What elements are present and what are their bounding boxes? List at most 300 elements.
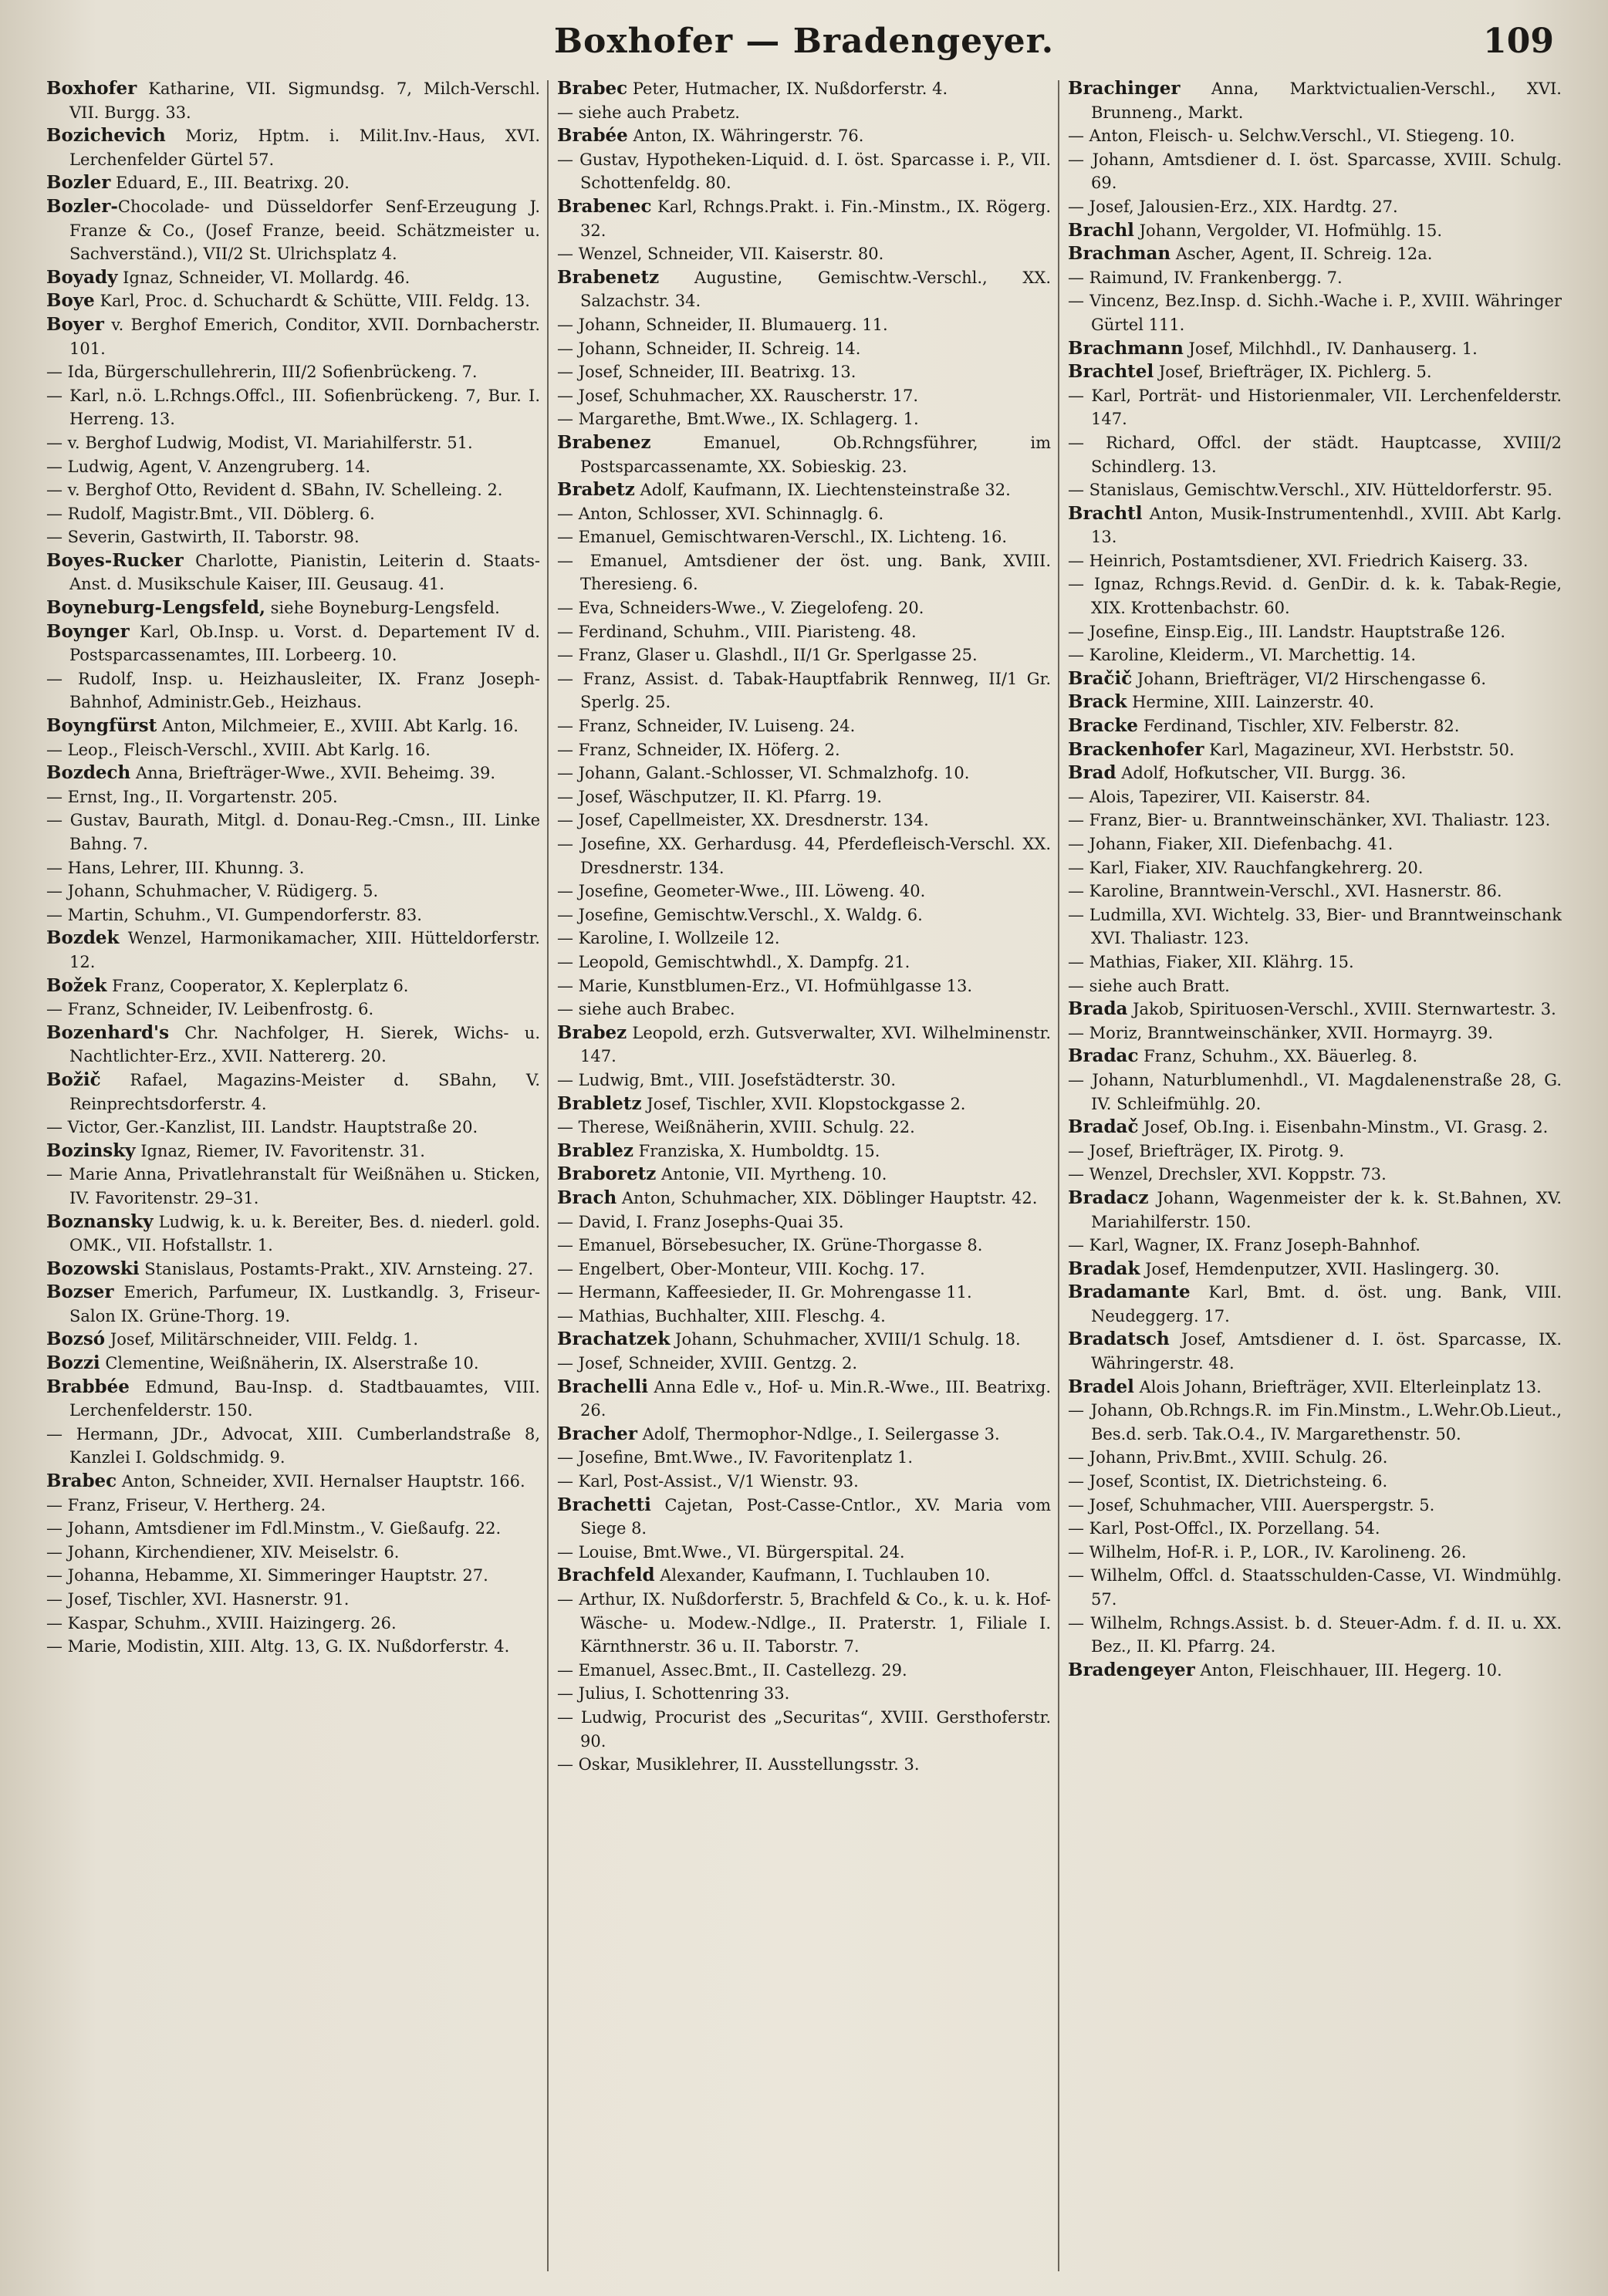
column-divider (547, 80, 549, 2271)
entry-surname: Bozichevich (46, 125, 166, 147)
entry-surname: Boznansky (46, 1210, 154, 1232)
directory-entry (557, 195, 1051, 242)
directory-entry (46, 1494, 540, 1518)
directory-entry (46, 1163, 540, 1210)
entry-details: — Wenzel, Drechsler, XVI. Koppstr. 73. (1068, 1165, 1387, 1184)
directory-entry (1068, 998, 1562, 1021)
entry-details: Stanislaus, Postamts-Prakt., XIV. Arnsteing. 27. (139, 1259, 534, 1278)
entry-details: Anton, Schneider, XVII. Hernalser Hauptstr. 166. (117, 1472, 525, 1491)
entry-details: Josef, Ob.Ing. i. Eisenbahn-Minstm., VI. Grasg. 2. (1138, 1118, 1549, 1137)
entry-details: — Julius, I. Schottenring 33. (557, 1684, 790, 1703)
entry-details: — Heinrich, Postamtsdiener, XVI. Friedrich Kaiserg. 33. (1068, 551, 1529, 570)
directory-entry (46, 738, 540, 762)
directory-entry (1068, 950, 1562, 974)
entry-details: — v. Berghof Ludwig, Modist, VI. Mariahilferstr. 51. (46, 433, 473, 452)
entry-details: — Josef, Scontist, IX. Dietrichsteing. 6. (1068, 1472, 1388, 1491)
entry-details: Anton, Milchmeier, E., XVIII. Abt Karlg. 16. (157, 717, 519, 736)
entry-details: — David, I. Franz Josephs-Quai 35. (557, 1212, 844, 1231)
entry-surname: Brabbée (46, 1376, 130, 1397)
entry-details: — Anton, Fleisch- u. Selchw.Verschl., VI. Stiegeng. 10. (1068, 127, 1515, 146)
entry-details: — Ernst, Ing., II. Vorgartenstr. 205. (46, 787, 338, 806)
entry-details: Emerich, Parfumeur, IX. Lustkandlg. 3, Friseur-Salon IX. Grüne-Thorg. 19. (69, 1283, 540, 1325)
entry-details: Alexander, Kaufmann, I. Tuchlauben 10. (654, 1566, 991, 1585)
entry-details: — Marie, Kunstblumen-Erz., VI. Hofmühlgasse 13. (557, 976, 973, 995)
directory-entry (1068, 1187, 1562, 1234)
directory-entry (46, 620, 540, 667)
directory-entry (1068, 1494, 1562, 1518)
directory-entry (557, 124, 1051, 148)
directory-entry (46, 1541, 540, 1565)
entry-surname: Boye (46, 290, 95, 312)
directory-entry (46, 124, 540, 171)
directory-entry (46, 714, 540, 738)
entry-surname: Brabez (557, 1021, 627, 1043)
directory-entry (1068, 549, 1562, 573)
directory-entry (557, 667, 1051, 714)
directory-entry (557, 148, 1051, 195)
directory-entry (46, 1612, 540, 1636)
entry-details: Ignaz, Schneider, VI. Mollardg. 46. (117, 268, 410, 287)
entry-surname: Brabenez (557, 431, 651, 453)
directory-entry (46, 77, 540, 124)
directory-entry (46, 998, 540, 1021)
entry-details: Karl, Rchngs.Prakt. i. Fin.-Minstm., IX. Rögerg. 32. (580, 197, 1051, 240)
entry-surname: Brabenetz (557, 266, 660, 288)
directory-entry (557, 1258, 1051, 1281)
column-divider (1058, 80, 1059, 2271)
entry-details: — Johann, Ob.Rchngs.R. im Fin.Minstm., L.Wehr.Ob.Lieut., Bes.d. serb. Tak.O.4., IV. Margarethenstr. 50. (1068, 1401, 1562, 1443)
directory-entry (557, 1328, 1051, 1352)
entry-details: Augustine, Gemischtw.-Verschl., XX. Salzachstr. 34. (580, 268, 1051, 311)
entry-details: — Karl, n.ö. L.Rchngs.Offcl., III. Sofienbrückeng. 7, Bur. I. Herreng. 13. (46, 386, 540, 429)
entry-details: — Karoline, I. Wollzeile 12. (557, 929, 780, 948)
entry-details: — Oskar, Musiklehrer, II. Ausstellungsstr. 3. (557, 1755, 920, 1774)
entry-details: Ignaz, Riemer, IV. Favoritenstr. 31. (135, 1141, 425, 1160)
column-1 (46, 77, 540, 2276)
entry-details: Franz, Schuhm., XX. Bäuerleg. 8. (1138, 1047, 1418, 1066)
entry-details: — Eva, Schneiders-Wwe., V. Ziegelofeng. 20. (557, 599, 924, 618)
directory-entry (557, 1494, 1051, 1541)
directory-entry (557, 1210, 1051, 1234)
entry-surname: Bozdek (46, 927, 120, 949)
entry-details: — Josef, Schneider, III. Beatrixg. 13. (557, 363, 856, 382)
directory-entry (557, 1116, 1051, 1140)
directory-entry (46, 1021, 540, 1069)
entry-surname: Bozowski (46, 1258, 140, 1279)
entry-surname: Boyer (46, 313, 104, 335)
entry-surname: Bradacz (1068, 1187, 1149, 1208)
entry-details: — Ludwig, Agent, V. Anzengruberg. 14. (46, 457, 371, 476)
entry-details: — Gustav, Baurath, Mitgl. d. Donau-Reg.-Cmsn., III. Linke Bahng. 7. (46, 811, 540, 853)
directory-entry (46, 927, 540, 974)
directory-entry (46, 1635, 540, 1659)
entry-details: — Johann, Schneider, II. Blumauerg. 11. (557, 315, 888, 334)
entry-details: Charlotte, Pianistin, Leiterin d. Staats-Anst. d. Musikschule Kaiser, III. Geusaug. 41. (69, 551, 540, 594)
directory-entry (557, 903, 1051, 927)
directory-entry (46, 903, 540, 927)
entry-details: — Engelbert, Ober-Monteur, VIII. Kochg. 17. (557, 1259, 925, 1278)
entry-details: — Karl, Wagner, IX. Franz Joseph-Bahnhof. (1068, 1236, 1421, 1255)
entry-details: Josef, Tischler, XVII. Klopstockgasse 2. (641, 1094, 966, 1113)
directory-entry (557, 927, 1051, 950)
entry-details: — Josef, Briefträger, IX. Pirotg. 9. (1068, 1141, 1345, 1160)
directory-entry (557, 1021, 1051, 1069)
entry-surname: Bradengeyer (1068, 1659, 1195, 1680)
entry-details: — Josefine, Einsp.Eig., III. Landstr. Hauptstraße 126. (1068, 622, 1506, 641)
directory-entry (1068, 431, 1562, 478)
entry-details: Anton, Fleischhauer, III. Hegerg. 10. (1194, 1660, 1502, 1680)
directory-entry (46, 1210, 540, 1258)
entry-surname: Brach (557, 1187, 617, 1208)
directory-entry (1068, 785, 1562, 809)
directory-entry (1068, 266, 1562, 290)
entry-details: — Wenzel, Schneider, VII. Kaiserstr. 80. (557, 245, 884, 264)
entry-surname: Brablez (557, 1140, 633, 1161)
directory-entry (557, 880, 1051, 903)
entry-surname: Bozsó (46, 1329, 106, 1350)
directory-entry (1068, 502, 1562, 549)
entry-details: — Johann, Schuhmacher, V. Rüdigerg. 5. (46, 882, 379, 901)
entry-details: Ascher, Agent, II. Schreig. 12a. (1171, 245, 1433, 264)
directory-entry (1068, 1446, 1562, 1470)
entry-details: — Josefine, XX. Gerhardusg. 44, Pferdefleisch-Verschl. XX. Dresdnerstr. 134. (557, 835, 1051, 877)
directory-entry (557, 998, 1051, 1021)
directory-entry (1068, 289, 1562, 336)
directory-entry (1068, 1612, 1562, 1659)
page-header (46, 12, 1562, 66)
directory-entry (557, 1423, 1051, 1447)
entry-surname: Bracke (1068, 715, 1139, 737)
directory-entry (557, 1305, 1051, 1329)
directory-entry (1068, 124, 1562, 148)
entry-details: Johann, Briefträger, VI/2 Hirschengasse 6. (1132, 669, 1487, 688)
directory-entry (46, 1470, 540, 1494)
entry-details: — Franz, Schneider, IX. Höferg. 2. (557, 740, 840, 759)
entry-details: Josef, Briefträger, IX. Pichlerg. 5. (1154, 363, 1432, 382)
entry-surname: Brachman (1068, 243, 1171, 265)
entry-surname: Bozdech (46, 762, 131, 784)
entry-surname: Brachatzek (557, 1329, 671, 1350)
entry-details: Chocolade- und Düsseldorfer Senf-Erzeugung J. Franze & Co., (Josef Franze, beeid. Schätzmeister u. Sachverständ.), VII/2 St. Ulrichsplatz 4. (69, 197, 540, 264)
entry-details: Anna, Marktvictualien-Verschl., XVI. Brunneng., Markt. (1091, 79, 1562, 122)
entry-details: — Johann, Priv.Bmt., XVIII. Schulg. 26. (1068, 1448, 1388, 1467)
entry-details: — Hans, Lehrer, III. Khunng. 3. (46, 858, 305, 877)
entry-details: — Franz, Bier- u. Branntweinschänker, XVI. Thaliastr. 123. (1068, 811, 1551, 830)
entry-surname: Bradač (1068, 1116, 1139, 1138)
directory-entry (1068, 572, 1562, 620)
entry-surname: Brackenhofer (1068, 738, 1204, 760)
entry-details: Karl, Bmt. d. öst. ung. Bank, VIII. Neudeggerg. 17. (1091, 1283, 1562, 1325)
directory-entry (1068, 809, 1562, 832)
entry-details: — Louise, Bmt.Wwe., VI. Bürgerspital. 24. (557, 1542, 905, 1562)
entry-surname: Bradamante (1068, 1281, 1191, 1303)
directory-entry (1068, 1163, 1562, 1187)
directory-entry (557, 1376, 1051, 1423)
entry-details: Moriz, Hptm. i. Milit.Inv.-Haus, XVI. Lerchenfelder Gürtel 57. (69, 127, 540, 169)
entry-surname: Bozler- (46, 195, 118, 217)
directory-entry (46, 785, 540, 809)
entry-details: — Emanuel, Börsebesucher, IX. Grüne-Thorgasse 8. (557, 1236, 983, 1255)
directory-entry (46, 1352, 540, 1376)
entry-details: — Karl, Post-Offcl., IX. Porzellang. 54. (1068, 1519, 1380, 1538)
directory-entry (46, 1328, 540, 1352)
entry-surname: Brabec (46, 1470, 117, 1492)
entry-surname: Bracher (557, 1423, 637, 1444)
entry-details: Hermine, XIII. Lainzerstr. 40. (1127, 693, 1374, 712)
entry-details: Katharine, VII. Sigmundsg. 7, Milch-Verschl. VII. Burgg. 33. (69, 79, 540, 122)
directory-entry (1068, 384, 1562, 431)
entry-details: Anton, Schuhmacher, XIX. Döblinger Hauptstr. 42. (617, 1188, 1038, 1207)
directory-entry (46, 313, 540, 360)
entry-details: — Josef, Schneider, XVIII. Gentzg. 2. (557, 1354, 858, 1373)
entry-details: Alois Johann, Briefträger, XVII. Elterleinplatz 13. (1133, 1377, 1542, 1396)
entry-surname: Boyneburg-Lengsfeld, (46, 597, 265, 619)
entry-surname: Bradac (1068, 1045, 1139, 1067)
entry-details: — Franz, Schneider, IV. Leibenfrostg. 6. (46, 1000, 374, 1019)
directory-entry (46, 478, 540, 502)
directory-entry (1068, 77, 1562, 124)
entry-details: — Ludmilla, XVI. Wichtelg. 33, Bier- und Branntweinschank XVI. Thaliastr. 123. (1068, 905, 1562, 948)
entry-details: — Alois, Tapezirer, VII. Kaiserstr. 84. (1068, 787, 1371, 806)
entry-surname: Bozenhard's (46, 1021, 170, 1043)
entry-surname: Bozinsky (46, 1140, 136, 1161)
directory-entry (1068, 242, 1562, 266)
directory-entry (1068, 1234, 1562, 1258)
entry-details: — Johanna, Hebamme, XI. Simmeringer Hauptstr. 27. (46, 1566, 488, 1585)
directory-entry (46, 266, 540, 290)
directory-entry (557, 1470, 1051, 1494)
entry-surname: Brachtel (1068, 361, 1154, 383)
directory-entry (46, 1517, 540, 1541)
entry-details: Josef, Milchhdl., IV. Danhauserg. 1. (1183, 339, 1478, 358)
entry-details: Karl, Proc. d. Schuchardt & Schütte, VIII. Feldg. 13. (94, 292, 530, 311)
entry-details: — Johann, Schneider, II. Schreig. 14. (557, 339, 861, 358)
directory-entry (46, 1258, 540, 1281)
entry-details: — Karl, Fiaker, XIV. Rauchfangkehrerg. 20. (1068, 858, 1424, 877)
entry-surname: Boyes-Rucker (46, 549, 184, 571)
entry-surname: Bozler (46, 172, 111, 194)
entry-details: — Hermann, Kaffeesieder, II. Gr. Mohrengasse 11. (557, 1283, 972, 1302)
directory-entry (1068, 620, 1562, 644)
directory-entry (557, 1682, 1051, 1706)
entry-details: — Marie, Modistin, XIII. Altg. 13, G. IX. Nußdorferstr. 4. (46, 1637, 510, 1656)
entry-details: Johann, Vergolder, VI. Hofmühlg. 15. (1133, 221, 1442, 240)
entry-surname: Brabée (557, 125, 628, 147)
entry-surname: Boyady (46, 266, 118, 288)
directory-entry (1068, 880, 1562, 903)
entry-details: — Vincenz, Bez.Insp. d. Sichh.-Wache i. P., XVIII. Währinger Gürtel 111. (1068, 292, 1562, 334)
entry-details: — Mathias, Buchhalter, XIII. Fleschg. 4. (557, 1306, 886, 1325)
column-2 (557, 77, 1051, 2276)
directory-entry (46, 596, 540, 620)
directory-entry (557, 407, 1051, 431)
entry-surname: Brachetti (557, 1494, 651, 1515)
entry-details: Antonie, VII. Myrtheng. 10. (656, 1165, 887, 1184)
entry-details: Cajetan, Post-Casse-Cntlor., XV. Maria vom Siege 8. (580, 1495, 1051, 1538)
directory-entry (1068, 761, 1562, 785)
entry-details: — Leopold, Gemischtwhdl., X. Dampfg. 21. (557, 952, 910, 971)
directory-entry (557, 1564, 1051, 1588)
entry-details: — Emanuel, Gemischtwaren-Verschl., IX. Lichteng. 16. (557, 528, 1008, 547)
entry-surname: Brad (1068, 762, 1116, 784)
directory-entry (1068, 195, 1562, 219)
directory-entry (557, 832, 1051, 880)
directory-entry (1068, 219, 1562, 243)
entry-details: — Victor, Ger.-Kanzlist, III. Landstr. Hauptstraße 20. (46, 1118, 478, 1137)
entry-details: — Karl, Porträt- und Historienmaler, VII. Lerchenfelderstr. 147. (1068, 386, 1562, 429)
entry-details: — Wilhelm, Offcl. d. Staatsschulden-Casse, VI. Windmühlg. 57. (1068, 1566, 1562, 1609)
entry-details: — Emanuel, Amtsdiener der öst. ung. Bank, XVIII. Theresieng. 6. (557, 551, 1051, 594)
directory-entry (1068, 690, 1562, 714)
directory-entry (46, 1116, 540, 1140)
entry-surname: Bozser (46, 1281, 114, 1303)
directory-entry (557, 313, 1051, 337)
entry-details: — Hermann, JDr., Advocat, XIII. Cumberlandstraße 8, Kanzlei I. Goldschmidg. 9. (46, 1424, 540, 1467)
directory-entry (46, 525, 540, 549)
directory-entry (1068, 832, 1562, 856)
directory-entry (1068, 1564, 1562, 1611)
entry-surname: Brack (1068, 691, 1127, 713)
directory-entry (557, 950, 1051, 974)
entry-details: Wenzel, Harmonikamacher, XIII. Hütteldorferstr. 12. (69, 929, 540, 971)
directory-entry (1068, 1541, 1562, 1565)
entry-details: — Josef, Capellmeister, XX. Dresdnerstr. 134. (557, 811, 929, 830)
directory-entry (557, 101, 1051, 125)
directory-entry (46, 195, 540, 266)
entry-details: — Severin, Gastwirth, II. Taborstr. 98. (46, 528, 360, 547)
directory-entry (557, 77, 1051, 101)
entry-details: — Josef, Schuhmacher, XX. Rauscherstr. 17. (557, 386, 919, 405)
directory-entry (1068, 1045, 1562, 1069)
entry-details: — Josef, Tischler, XVI. Hasnerstr. 91. (46, 1590, 350, 1609)
directory-entry (1068, 1140, 1562, 1163)
entry-surname: Boynger (46, 620, 130, 642)
directory-entry (1068, 738, 1562, 762)
directory-entry (46, 1588, 540, 1612)
directory-entry (46, 1281, 540, 1328)
entry-details: Emanuel, Ob.Rchngsführer, im Postsparcassenamte, XX. Sobieskig. 23. (580, 433, 1051, 476)
directory-entry (1068, 714, 1562, 738)
entry-details: — siehe auch Prabetz. (557, 103, 740, 122)
entry-details: — Ludwig, Procurist des „Securitas“, XVIII. Gersthoferstr. 90. (557, 1707, 1051, 1751)
entry-details: Edmund, Bau-Insp. d. Stadtbauamtes, VIII. Lerchenfelderstr. 150. (69, 1377, 540, 1420)
entry-surname: Brabletz (557, 1092, 642, 1114)
directory-entry (1068, 643, 1562, 667)
entry-details: — Rudolf, Magistr.Bmt., VII. Döblerg. 6. (46, 504, 375, 523)
entry-details: — Karoline, Kleiderm., VI. Marchettig. 14. (1068, 646, 1417, 665)
directory-entry (557, 1753, 1051, 1777)
directory-entry (46, 431, 540, 455)
entry-details: Karl, Magazineur, XVI. Herbststr. 50. (1204, 740, 1515, 759)
directory-entry (557, 1092, 1051, 1116)
directory-entry (557, 502, 1051, 526)
entry-details: Rafael, Magazins-Meister d. SBahn, V. Reinprechtsdorferstr. 4. (69, 1070, 540, 1113)
entry-details: — Mathias, Fiaker, XII. Klährg. 15. (1068, 952, 1354, 971)
entry-details: Josef, Hemdenputzer, XVII. Haslingerg. 30. (1140, 1259, 1500, 1278)
entry-surname: Brachfeld (557, 1565, 655, 1586)
entry-surname: Bozzi (46, 1352, 100, 1374)
directory-entry (1068, 1517, 1562, 1541)
directory-entry (1068, 1376, 1562, 1400)
entry-details: v. Berghof Emerich, Conditor, XVII. Dornbacherstr. 101. (69, 315, 540, 358)
entry-details: Johann, Schuhmacher, XVIII/1 Schulg. 18. (670, 1330, 1021, 1349)
entry-details: Peter, Hutmacher, IX. Nußdorferstr. 4. (627, 79, 948, 98)
entry-details: — Josefine, Gemischtw.Verschl., X. Waldg. 6. (557, 905, 923, 924)
entry-details: — Therese, Weißnäherin, XVIII. Schulg. 22. (557, 1118, 915, 1137)
directory-entry (557, 478, 1051, 502)
entry-details: — Gustav, Hypotheken-Liquid. d. I. öst. Sparcasse i. P., VII. Schottenfeldg. 80. (557, 150, 1051, 193)
directory-entry (46, 289, 540, 313)
entry-details: Adolf, Kaufmann, IX. Liechtensteinstraße 32. (634, 481, 1011, 500)
entry-surname: Brabenec (557, 195, 652, 217)
directory-entry (557, 337, 1051, 361)
entry-surname: Brachl (1068, 219, 1134, 241)
directory-entry (46, 1423, 540, 1470)
entry-details: — Josefine, Geometer-Wwe., III. Löweng. 40. (557, 882, 926, 901)
directory-entry (557, 1281, 1051, 1305)
entry-details: Adolf, Thermophor-Ndlge., I. Seilergasse 3. (637, 1424, 1000, 1443)
entry-surname: Božek (46, 974, 107, 996)
entry-details: — Stanislaus, Gemischtw.Verschl., XIV. Hütteldorferstr. 95. (1068, 481, 1552, 500)
directory-entry (557, 1234, 1051, 1258)
entry-details: — Johann, Kirchendiener, XIV. Meiselstr. 6. (46, 1542, 400, 1562)
directory-entry (557, 360, 1051, 384)
entry-details: — Emanuel, Assec.Bmt., II. Castellezg. 29. (557, 1660, 907, 1680)
directory-entry (46, 667, 540, 714)
directory-entry (1068, 1659, 1562, 1683)
entry-surname: Brachelli (557, 1376, 649, 1397)
entry-surname: Brabec (557, 78, 628, 99)
entry-details: Anna Edle v., Hof- u. Min.R.-Wwe., III. Beatrixg. 26. (580, 1377, 1051, 1420)
directory-entry (557, 1140, 1051, 1163)
entry-details: — Leop., Fleisch-Verschl., XVIII. Abt Karlg. 16. (46, 740, 431, 759)
entry-details: Adolf, Hofkutscher, VII. Burgg. 36. (1116, 764, 1407, 783)
entry-details: — Franz, Glaser u. Glashdl., II/1 Gr. Sperlgasse 25. (557, 646, 978, 665)
entry-details: Clementine, Weißnäherin, IX. Alserstraße 10. (100, 1354, 479, 1373)
entry-details: — Moriz, Branntweinschänker, XVII. Hormayrg. 39. (1068, 1023, 1494, 1042)
directory-entry (46, 171, 540, 195)
entry-details: — Josef, Schuhmacher, VIII. Auerspergstr. 5. (1068, 1495, 1435, 1514)
entry-details: — Josef, Wäschputzer, II. Kl. Pfarrg. 19. (557, 787, 883, 806)
directory-entry (557, 242, 1051, 266)
entry-details: — Johann, Amtsdiener im Fdl.Minstm., V. Gießaufg. 22. (46, 1519, 502, 1538)
directory-entry (557, 1163, 1051, 1187)
directory-entry (46, 761, 540, 785)
directory-entry (1068, 1021, 1562, 1045)
entry-details: — Johann, Amtsdiener d. I. öst. Sparcasse, XVIII. Schulg. 69. (1068, 150, 1562, 193)
directory-entry (1068, 1116, 1562, 1140)
directory-entry (557, 974, 1051, 998)
entry-details: — Anton, Schlosser, XVI. Schinnaglg. 6. (557, 504, 884, 523)
entry-details: — Marie Anna, Privatlehranstalt für Weißnähen u. Sticken, IV. Favoritenstr. 29–31. (46, 1165, 540, 1207)
directory-entry (1068, 903, 1562, 950)
directory-entry (557, 1446, 1051, 1470)
entry-details: — Franz, Friseur, V. Hertherg. 24. (46, 1495, 326, 1514)
entry-details: Johann, Wagenmeister der k. k. St.Bahnen, XV. Mariahilferstr. 150. (1091, 1188, 1562, 1231)
entry-details: — Johann, Galant.-Schlosser, VI. Schmalzhofg. 10. (557, 764, 970, 783)
entry-details: Ludwig, k. u. k. Bereiter, Bes. d. niederl. gold. OMK., VII. Hofstallstr. 1. (69, 1212, 540, 1255)
directory-entry (557, 1541, 1051, 1565)
entry-details: — v. Berghof Otto, Revident d. SBahn, IV. Schelleing. 2. (46, 481, 503, 500)
entry-details: Anna, Briefträger-Wwe., XVII. Beheimg. 39. (130, 764, 496, 783)
directory-entry (557, 596, 1051, 620)
entry-surname: Božič (46, 1069, 101, 1090)
entry-details: — Karoline, Branntwein-Verschl., XVI. Hasnerstr. 86. (1068, 882, 1502, 901)
entry-details: — Ferdinand, Schuhm., VIII. Piaristeng. 48. (557, 622, 917, 641)
directory-entry (46, 360, 540, 384)
entry-details: — Martin, Schuhm., VI. Gumpendorferstr. 83. (46, 905, 422, 924)
columns (46, 77, 1562, 2276)
